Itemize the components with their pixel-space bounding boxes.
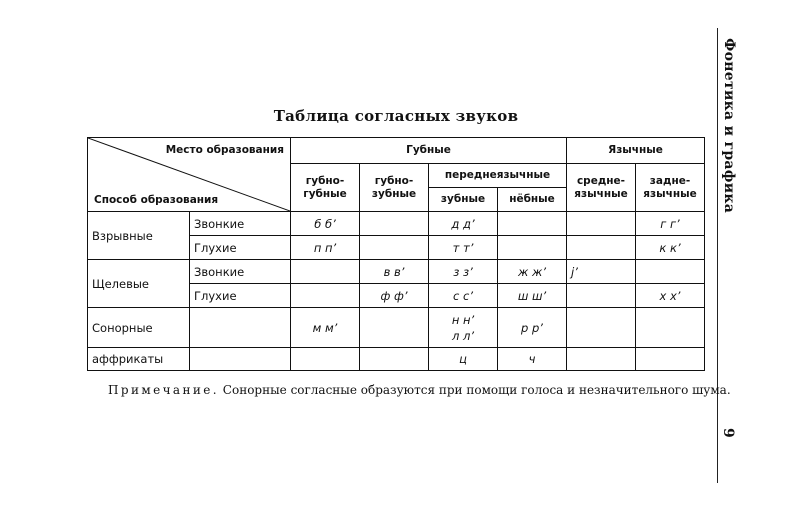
group-labial-header: Губные <box>291 138 567 164</box>
cell-plosive-voiceless-bilabial: п п’ <box>291 236 360 260</box>
manner-fricative-label: Щелевые <box>88 260 190 308</box>
cell-plosive-voiceless-dental: т т’ <box>429 236 498 260</box>
cell-plosive-voiceless-palatal <box>498 236 567 260</box>
consonants-table <box>87 137 705 371</box>
voiced-label: Звонкие <box>190 260 291 284</box>
cell-fric-voiced-bilabial <box>291 260 360 284</box>
cell-affricate-palatal: ч <box>498 348 567 371</box>
table-row <box>88 308 705 348</box>
note-lead: Примечание. <box>108 383 219 397</box>
cell-affricate-middle <box>567 348 636 371</box>
table-title: Таблица согласных звуков <box>273 107 519 125</box>
sonorant-voicing-empty <box>190 308 291 348</box>
cell-plosive-voiced-dental: д д’ <box>429 212 498 236</box>
cell-fric-voiced-back <box>636 260 705 284</box>
group-lingual-header: Язычные <box>567 138 705 164</box>
cell-fric-voiced-labiodental: в в’ <box>360 260 429 284</box>
cell-fric-voiceless-labiodental: ф ф’ <box>360 284 429 308</box>
table-note <box>108 383 731 397</box>
cell-plosive-voiceless-middle <box>567 236 636 260</box>
cell-fric-voiceless-bilabial <box>291 284 360 308</box>
table-row <box>88 260 705 284</box>
manner-of-articulation-label: Способ образования <box>94 194 219 206</box>
cell-sonorant-back <box>636 308 705 348</box>
cell-plosive-voiced-back: г г’ <box>636 212 705 236</box>
cell-fric-voiceless-dental: с с’ <box>429 284 498 308</box>
column-bilabial-header: губно- губные <box>291 164 360 212</box>
cell-plosive-voiceless-labiodental <box>360 236 429 260</box>
cell-sonorant-labiodental <box>360 308 429 348</box>
cell-plosive-voiceless-back: к к’ <box>636 236 705 260</box>
voiced-label: Звонкие <box>190 212 291 236</box>
column-middle-lingual-header: средне- язычные <box>567 164 636 212</box>
cell-affricate-labiodental <box>360 348 429 371</box>
column-back-lingual-header: задне- язычные <box>636 164 705 212</box>
table-row <box>88 212 705 236</box>
cell-sonorant-bilabial: м м’ <box>291 308 360 348</box>
cell-affricate-back <box>636 348 705 371</box>
sidebar-divider <box>717 28 718 483</box>
column-dental-header: зубные <box>429 188 498 212</box>
cell-affricate-dental: ц <box>429 348 498 371</box>
column-labiodental-header: губно- зубные <box>360 164 429 212</box>
cell-fric-voiceless-palatal: ш ш’ <box>498 284 567 308</box>
cell-fric-voiced-dental: з з’ <box>429 260 498 284</box>
page-number: 9 <box>720 428 736 438</box>
cell-plosive-voiced-labiodental <box>360 212 429 236</box>
section-running-title: Фонетика и графика <box>721 38 737 214</box>
voiceless-label: Глухие <box>190 236 291 260</box>
manner-plosive-label: Взрывные <box>88 212 190 260</box>
note-text: Сонорные согласные образуются при помощи голоса и незначительного шума. <box>218 383 731 397</box>
column-palatal-header: нёбные <box>498 188 567 212</box>
cell-plosive-voiced-middle <box>567 212 636 236</box>
cell-fric-voiceless-back: х х’ <box>636 284 705 308</box>
cell-affricate-bilabial <box>291 348 360 371</box>
manner-sonorant-label: Сонорные <box>88 308 190 348</box>
cell-sonorant-dental: н н’ л л’ <box>429 308 498 348</box>
voiceless-label: Глухие <box>190 284 291 308</box>
cell-fric-voiced-palatal: ж ж’ <box>498 260 567 284</box>
table-corner-header <box>88 138 291 212</box>
table-row <box>88 348 705 371</box>
cell-sonorant-palatal: р р’ <box>498 308 567 348</box>
cell-sonorant-middle <box>567 308 636 348</box>
cell-fric-voiced-middle: j’ <box>567 260 636 284</box>
cell-plosive-voiced-bilabial: б б’ <box>291 212 360 236</box>
manner-affricate-label: аффрикаты <box>88 348 190 371</box>
cell-fric-voiceless-middle <box>567 284 636 308</box>
subgroup-front-lingual-header: переднеязычные <box>429 164 567 188</box>
cell-plosive-voiced-palatal <box>498 212 567 236</box>
place-of-articulation-label: Место образования <box>165 144 284 156</box>
affricate-voicing-empty <box>190 348 291 371</box>
